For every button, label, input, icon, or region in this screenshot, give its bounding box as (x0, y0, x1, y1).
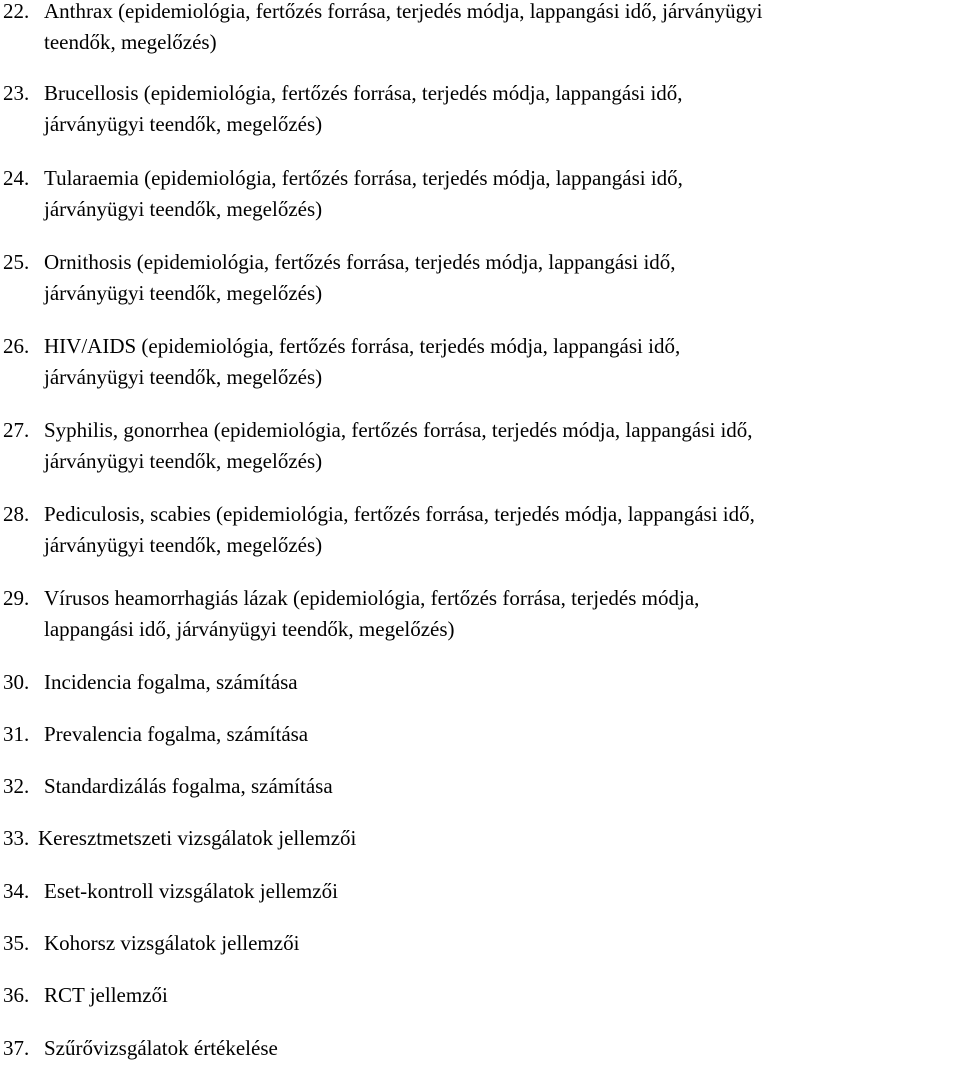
item-text-line: járványügyi teendők, megelőzés) (44, 112, 323, 136)
item-number: 33. (3, 826, 30, 850)
item-text (44, 499, 958, 561)
item-text: Prevalencia fogalma, számítása (44, 722, 309, 746)
item-text-line: járványügyi teendők, megelőzés) (44, 449, 323, 473)
item-number: 26. (3, 334, 30, 358)
item-text-line: Vírusos heamorrhagiás lázak (epidemiológia, fertőzés forrása, terjedés módja, (44, 586, 700, 610)
item-text-line: HIV/AIDS (epidemiológia, fertőzés forrása, terjedés módja, lappangási idő, (44, 334, 681, 358)
item-text: Incidencia fogalma, számítása (44, 670, 298, 694)
item-text (44, 247, 958, 309)
item-text-line: Ornithosis (epidemiológia, fertőzés forrása, terjedés módja, lappangási idő, (44, 250, 676, 274)
item-text-line: járványügyi teendők, megelőzés) (44, 197, 323, 221)
item-number: 28. (3, 502, 30, 526)
item-text-line: teendők, megelőzés) (44, 30, 217, 54)
item-number: 23. (3, 81, 30, 105)
item-text (44, 78, 958, 140)
item-number: 24. (3, 166, 30, 190)
item-text (44, 0, 958, 58)
item-text-line: Syphilis, gonorrhea (epidemiológia, fertőzés forrása, terjedés módja, lappangási idő, (44, 418, 753, 442)
item-text: Keresztmetszeti vizsgálatok jellemzői (38, 826, 357, 850)
item-text-line: járványügyi teendők, megelőzés) (44, 533, 323, 557)
item-text: Standardizálás fogalma, számítása (44, 774, 333, 798)
item-number: 27. (3, 418, 30, 442)
item-number: 30. (3, 670, 30, 694)
item-number: 25. (3, 250, 30, 274)
item-text-line: járványügyi teendők, megelőzés) (44, 365, 323, 389)
item-number: 32. (3, 774, 30, 798)
item-number: 22. (3, 0, 30, 23)
item-number: 34. (3, 879, 30, 903)
item-number: 29. (3, 586, 30, 610)
item-text (44, 583, 958, 645)
item-text-line: lappangási idő, járványügyi teendők, megelőzés) (44, 617, 455, 641)
item-text-line: Pediculosis, scabies (epidemiológia, fertőzés forrása, terjedés módja, lappangási idő, (44, 502, 755, 526)
item-text-line: Tularaemia (epidemiológia, fertőzés forrása, terjedés módja, lappangási idő, (44, 166, 683, 190)
item-text (44, 163, 958, 225)
item-text: RCT jellemzői (44, 983, 168, 1007)
item-text: Kohorsz vizsgálatok jellemzői (44, 931, 300, 955)
item-text-line: Brucellosis (epidemiológia, fertőzés forrása, terjedés módja, lappangási idő, (44, 81, 683, 105)
item-text (44, 331, 958, 393)
item-number: 37. (3, 1036, 30, 1060)
item-number: 36. (3, 983, 30, 1007)
item-text (44, 415, 958, 477)
item-text-line: Anthrax (epidemiológia, fertőzés forrása, terjedés módja, lappangási idő, járványügyi (44, 0, 763, 23)
item-number: 35. (3, 931, 30, 955)
item-number: 31. (3, 722, 30, 746)
item-text-line: járványügyi teendők, megelőzés) (44, 281, 323, 305)
item-text: Eset-kontroll vizsgálatok jellemzői (44, 879, 338, 903)
item-text: Szűrővizsgálatok értékelése (44, 1036, 278, 1060)
